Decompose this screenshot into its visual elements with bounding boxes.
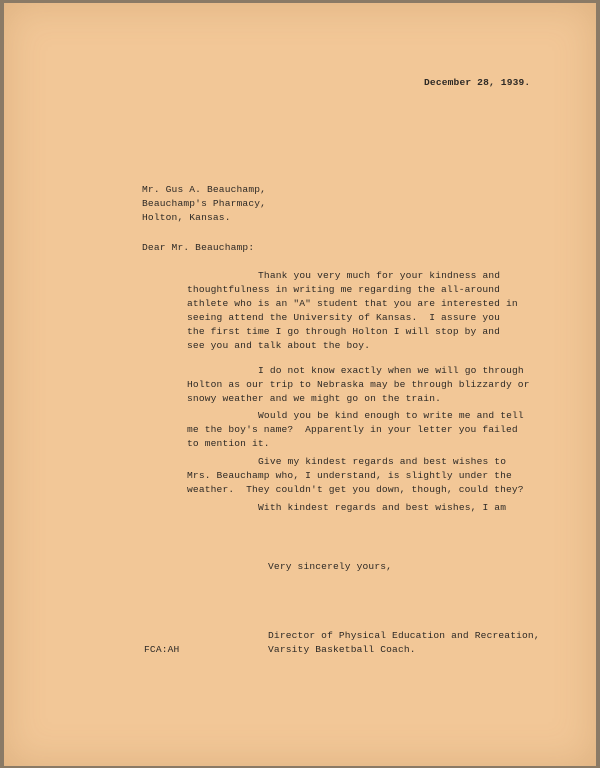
- reference-initials: FCA:AH: [144, 644, 180, 655]
- address-line-name: Mr. Gus A. Beauchamp,: [142, 184, 267, 195]
- address-line-city: Holton, Kansas.: [142, 212, 231, 223]
- paragraph-2-line-1: I do not know exactly when we will go through: [258, 365, 524, 376]
- paragraph-4-line-3: weather. They couldn't get you down, though, could they?: [187, 484, 524, 495]
- letter-date: December 28, 1939.: [424, 77, 531, 88]
- letter-page: [4, 3, 596, 766]
- paragraph-1-line-1: Thank you very much for your kindness and: [258, 270, 501, 281]
- paragraph-1-line-3: athlete who is an "A" student that you are interested in: [187, 298, 518, 309]
- paragraph-2-line-3: snowy weather and we might go on the train.: [187, 393, 442, 404]
- paragraph-1-line-6: see you and talk about the boy.: [187, 340, 371, 351]
- complimentary-closing: Very sincerely yours,: [268, 561, 393, 572]
- paragraph-5-line-1: With kindest regards and best wishes, I am: [258, 502, 507, 513]
- signature-title-line-2: Varsity Basketball Coach.: [268, 644, 416, 655]
- paragraph-1-line-5: the first time I go through Holton I will stop by and: [187, 326, 501, 337]
- salutation: Dear Mr. Beauchamp:: [142, 242, 255, 253]
- paragraph-3-line-2: me the boy's name? Apparently in your letter you failed: [187, 424, 518, 435]
- paragraph-1-line-2: thoughtfulness in writing me regarding the all-around: [187, 284, 501, 295]
- paragraph-2-line-2: Holton as our trip to Nebraska may be through blizzardy or: [187, 379, 530, 390]
- paragraph-3-line-3: to mention it.: [187, 438, 270, 449]
- signature-title-line-1: Director of Physical Education and Recreation,: [268, 630, 540, 641]
- address-line-business: Beauchamp's Pharmacy,: [142, 198, 267, 209]
- paragraph-1-line-4: seeing attend the University of Kansas. I assure you: [187, 312, 501, 323]
- paragraph-3-line-1: Would you be kind enough to write me and tell: [258, 410, 524, 421]
- paragraph-4-line-2: Mrs. Beauchamp who, I understand, is slightly under the: [187, 470, 512, 481]
- paragraph-4-line-1: Give my kindest regards and best wishes to: [258, 456, 507, 467]
